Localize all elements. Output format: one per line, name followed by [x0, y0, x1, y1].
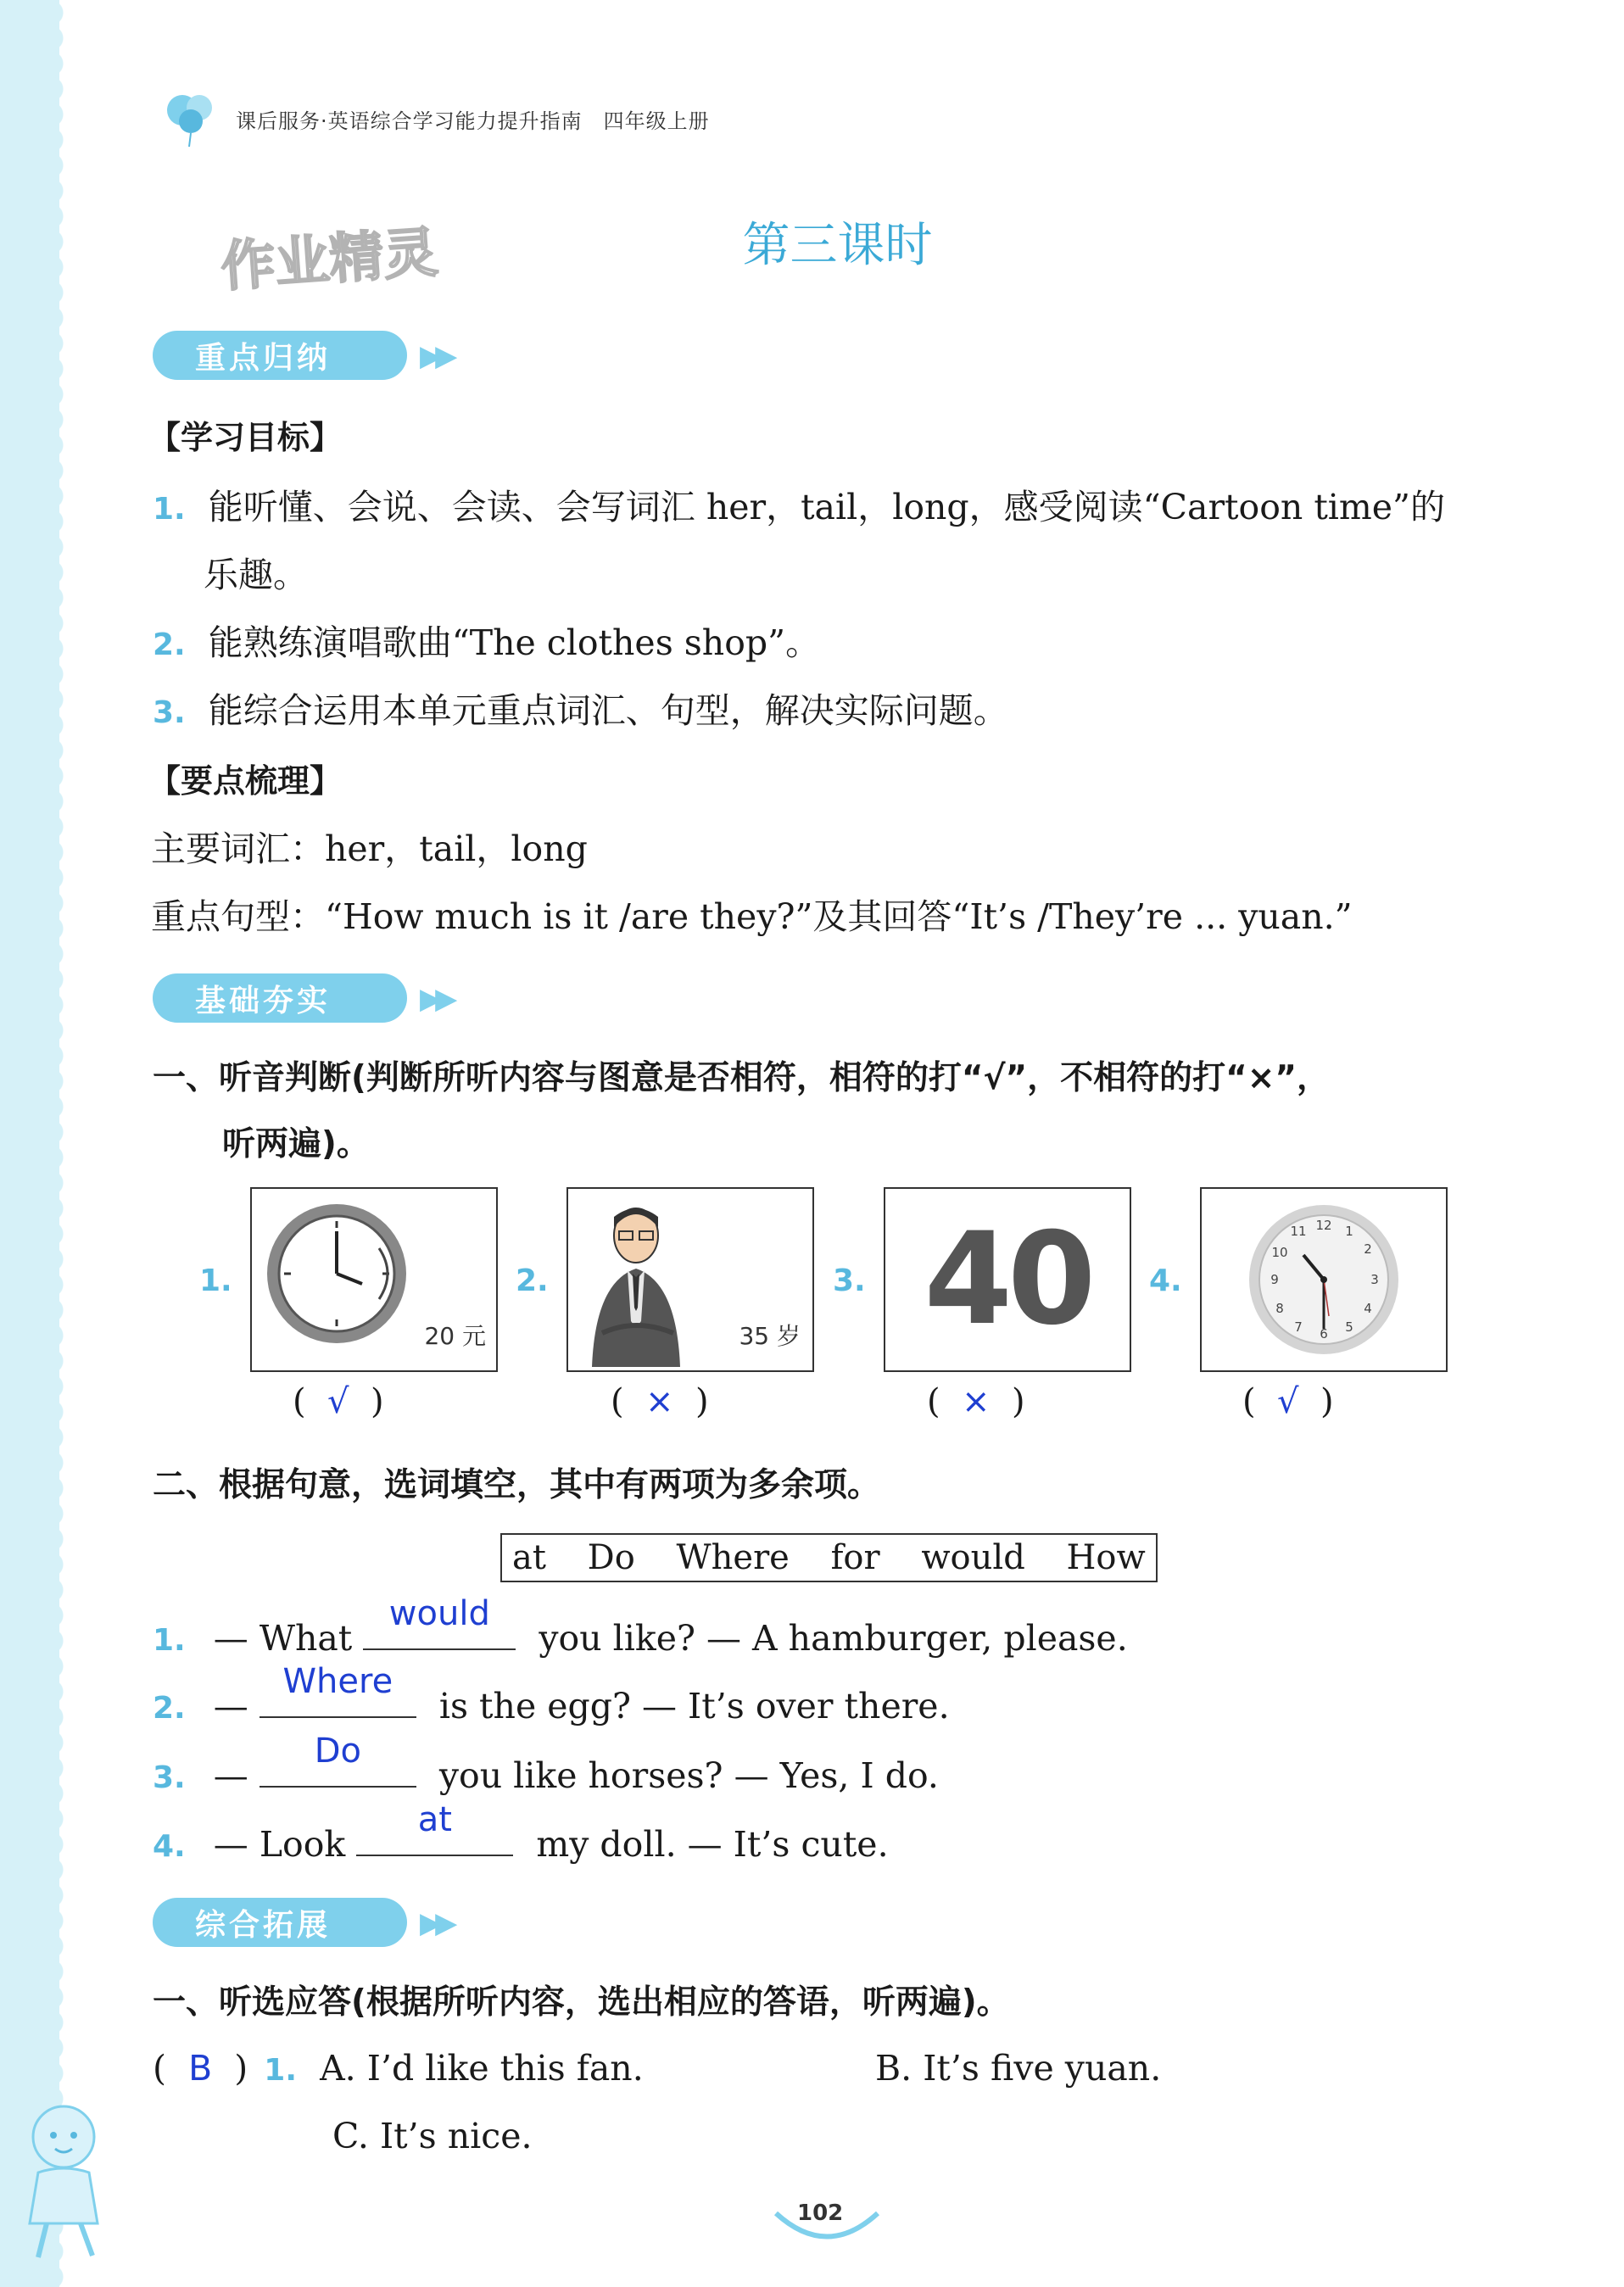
answer-blank[interactable] [356, 1800, 513, 1856]
number-40-icon: 40 [924, 1206, 1091, 1353]
goal-number: 2. [153, 628, 186, 662]
judgement-answer-1: ( √ ) [293, 1382, 384, 1421]
item-number: 2. [153, 1691, 186, 1726]
item-number: 4. [153, 1829, 186, 1864]
item-before: — [213, 1686, 248, 1726]
handwritten-answer: Where [282, 1662, 393, 1701]
svg-text:10: 10 [1271, 1245, 1288, 1260]
svg-text:11: 11 [1290, 1224, 1307, 1239]
item-before: — [213, 1755, 248, 1796]
item-after: you like? — A hamburger, please. [539, 1618, 1128, 1659]
item-number: 1. [153, 1623, 186, 1658]
word-option: How [1066, 1538, 1146, 1577]
handwritten-mark: √ [1277, 1382, 1299, 1421]
summary-heading: 【要点梳理】 [148, 762, 343, 800]
double-arrow-icon: ▶▶ [420, 339, 451, 373]
answer-blank[interactable] [363, 1594, 516, 1650]
handwritten-answer: Do [314, 1732, 361, 1771]
goal-number: 3. [153, 695, 186, 730]
word-option: Do [587, 1538, 635, 1577]
double-arrow-icon: ▶▶ [420, 1906, 451, 1940]
svg-text:12: 12 [1315, 1218, 1332, 1233]
fill-blank-item [153, 1594, 1128, 1659]
fill-blank-item [153, 1662, 950, 1726]
word-option: Where [676, 1538, 790, 1577]
part1-heading-continued: 听两遍)。 [222, 1125, 370, 1163]
picture-1 [250, 1187, 498, 1372]
svg-text:6: 6 [1320, 1326, 1328, 1342]
choice-a: A. I’d like this fan. [320, 2048, 644, 2089]
section-label: 综合拓展 [195, 1907, 332, 1943]
judgement-answer-3: ( × ) [927, 1382, 1025, 1421]
choice-c: C. It’s nice. [332, 2116, 533, 2156]
item-after: my doll. — It’s cute. [536, 1824, 889, 1865]
goal-number: 1. [153, 492, 186, 527]
word-option: for [830, 1538, 880, 1577]
part2-heading: 二、根据句意，选词填空，其中有两项为多余项。 [153, 1466, 881, 1504]
goal-text-continued: 乐趣。 [204, 555, 308, 595]
fill-blank-item [153, 1800, 889, 1865]
picture-number: 4. [1149, 1263, 1182, 1298]
picture-4 [1200, 1187, 1448, 1372]
svg-text:3: 3 [1370, 1272, 1379, 1287]
choice-item: ( B ) 1. A. I’d like this fan. [153, 2048, 644, 2089]
handwritten-mark: × [645, 1382, 674, 1421]
goal-item [153, 683, 1008, 733]
section-key-points [153, 331, 451, 380]
handwritten-mark: × [962, 1382, 991, 1421]
goals-heading: 【学习目标】 [148, 419, 343, 456]
item-number: 1. [264, 2053, 298, 2088]
item-before: — What [213, 1618, 353, 1659]
goal-item [153, 479, 1445, 529]
item-after: you like horses? — Yes, I do. [438, 1755, 939, 1796]
handwritten-choice: B [188, 2048, 213, 2089]
handwritten-mark: √ [327, 1382, 349, 1421]
side-strip-wave [51, 0, 76, 2287]
part1-heading: 一、听音判断(判断所听内容与图意是否相符，相符的打“√”，不相符的打“×”， [153, 1059, 1331, 1097]
answer-blank[interactable] [260, 1662, 416, 1718]
balloon-icon [161, 89, 220, 148]
summary-vocab: 主要词汇：her，tail，long [151, 828, 588, 869]
item-after: is the egg? — It’s over there. [438, 1686, 950, 1726]
svg-text:1: 1 [1345, 1224, 1353, 1239]
picture-number: 1. [199, 1263, 232, 1298]
goal-text: 能听懂、会说、会读、会写词汇 her，tail，long，感受阅读“Cartoon time”的 [208, 487, 1446, 527]
picture-2 [566, 1187, 814, 1372]
section-basics [153, 973, 451, 1023]
running-title: 课后服务·英语综合学习能力提升指南 四年级上册 [236, 109, 710, 133]
item-number: 3. [153, 1760, 186, 1795]
svg-text:7: 7 [1294, 1319, 1303, 1335]
analog-clock-photo-icon [1202, 1189, 1446, 1370]
picture-caption: 35 岁 [739, 1322, 801, 1350]
svg-text:4: 4 [1364, 1301, 1372, 1316]
picture-number: 2. [516, 1263, 549, 1298]
goal-text: 能熟练演唱歌曲“The clothes shop”。 [208, 622, 821, 663]
summary-pattern: 重点句型：“How much is it /are they?”及其回答“It’s /They’re ... yuan.” [151, 896, 1353, 937]
judgement-answer-2: ( × ) [611, 1382, 709, 1421]
judgement-answer-4: ( √ ) [1242, 1382, 1334, 1421]
section-label: 基础夯实 [195, 983, 332, 1018]
svg-text:2: 2 [1364, 1241, 1372, 1257]
picture-3 [884, 1187, 1131, 1372]
handwritten-answer: would [388, 1594, 490, 1633]
handwritten-answer: at [417, 1800, 452, 1839]
watermark: 作业精灵 [219, 221, 440, 299]
page-header [161, 85, 710, 153]
picture-number: 3. [833, 1263, 866, 1298]
part3-heading: 一、听选应答(根据所听内容，选出相应的答语，听两遍)。 [153, 1983, 1010, 2022]
word-option: would [921, 1538, 1025, 1577]
answer-blank[interactable] [260, 1732, 416, 1788]
section-label: 重点归纳 [195, 340, 332, 376]
svg-text:9: 9 [1270, 1272, 1279, 1287]
word-bank [500, 1533, 1158, 1582]
cartoon-kid-icon [13, 2095, 131, 2264]
section-extension [153, 1898, 451, 1947]
lesson-title: 第三课时 [742, 218, 933, 273]
double-arrow-icon: ▶▶ [420, 982, 451, 1016]
page-number: 102 [797, 2201, 844, 2226]
goal-item [153, 615, 820, 665]
item-before: — Look [213, 1824, 346, 1865]
svg-text:8: 8 [1275, 1301, 1284, 1316]
svg-text:5: 5 [1345, 1319, 1353, 1335]
fill-blank-item [153, 1732, 939, 1796]
goal-text: 能综合运用本单元重点词汇、句型，解决实际问题。 [208, 690, 1008, 731]
choice-b: B. It’s five yuan. [875, 2048, 1162, 2089]
picture-caption: 20 元 [424, 1322, 486, 1350]
word-option: at [512, 1538, 546, 1577]
